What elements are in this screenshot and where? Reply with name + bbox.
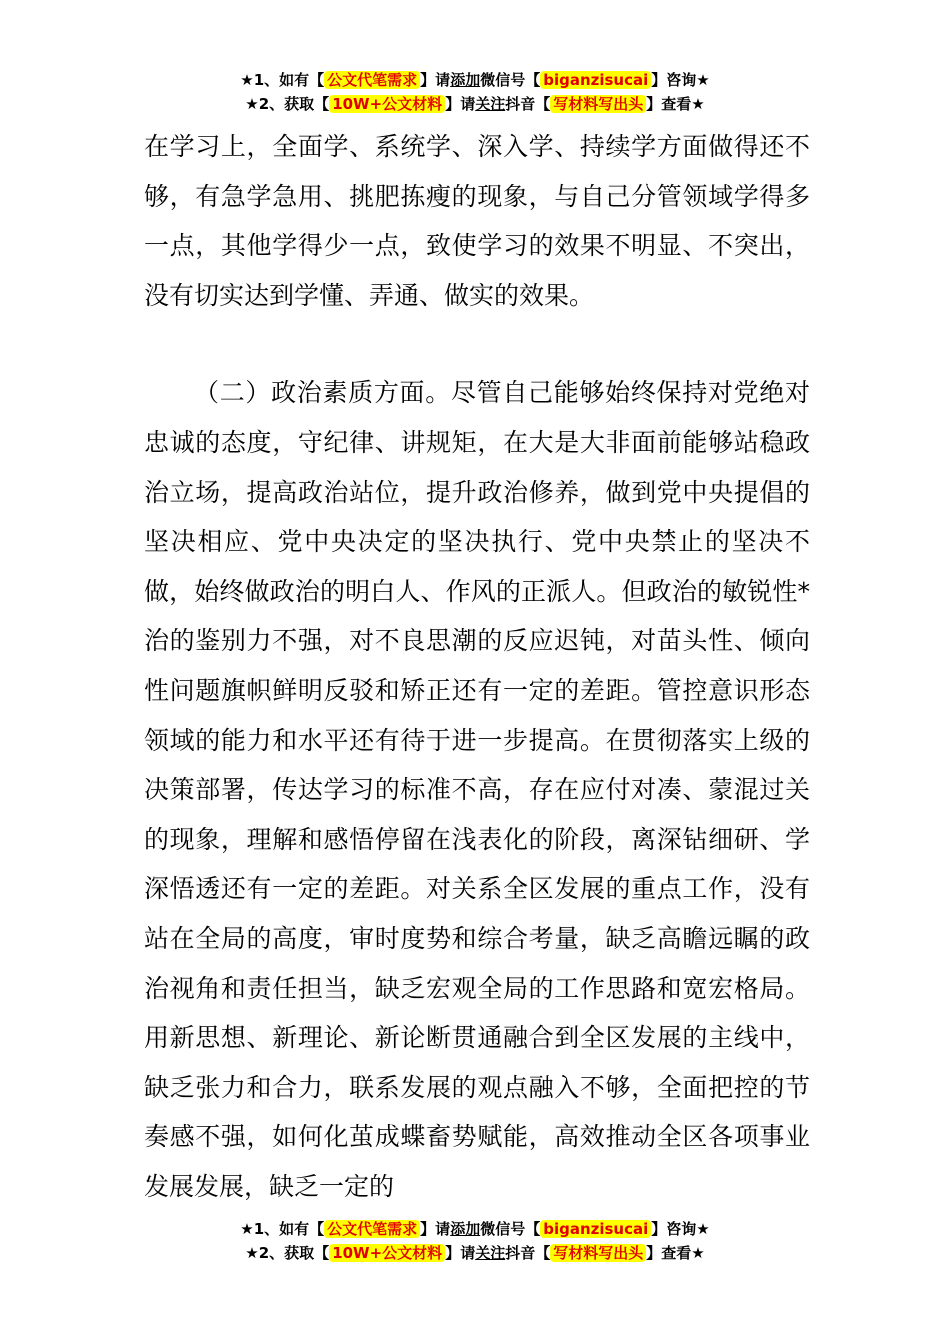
banner-highlight-wechat-id: biganzisucai bbox=[540, 71, 651, 89]
banner-highlight-service: 公文代笔需求 bbox=[324, 71, 420, 89]
banner-line-1 bbox=[0, 68, 950, 92]
banner-highlight-wechat-id: biganzisucai bbox=[540, 1220, 651, 1238]
banner-highlight-douyin-id: 写材料写出头 bbox=[550, 95, 646, 113]
banner-text: 】查看★ bbox=[646, 1244, 705, 1262]
banner-text: 微信号【 bbox=[480, 71, 541, 89]
banner-text: 】请 bbox=[420, 71, 451, 89]
banner-text: 抖音【 bbox=[505, 95, 551, 113]
banner-text: 】请 bbox=[445, 1244, 476, 1262]
banner-highlight-materials: 10W+公文材料 bbox=[329, 95, 445, 113]
banner-underline: 添加 bbox=[450, 1220, 481, 1238]
banner-text: 】咨询★ bbox=[651, 1220, 710, 1238]
banner-text: 抖音【 bbox=[505, 1244, 551, 1262]
banner-line-1 bbox=[0, 1217, 950, 1241]
banner-text: 微信号【 bbox=[480, 1220, 541, 1238]
banner-line-2 bbox=[0, 1241, 950, 1265]
document-body bbox=[144, 122, 810, 1211]
banner-text: 】咨询★ bbox=[651, 71, 710, 89]
banner-highlight-materials: 10W+公文材料 bbox=[329, 1244, 445, 1262]
banner-text: 】请 bbox=[420, 1220, 451, 1238]
banner-underline: 关注 bbox=[475, 95, 506, 113]
banner-highlight-douyin-id: 写材料写出头 bbox=[550, 1244, 646, 1262]
banner-underline: 关注 bbox=[475, 1244, 506, 1262]
banner-text: 】请 bbox=[445, 95, 476, 113]
footer-banner bbox=[0, 1217, 950, 1265]
header-banner bbox=[0, 68, 950, 116]
banner-highlight-service: 公文代笔需求 bbox=[324, 1220, 420, 1238]
banner-underline: 添加 bbox=[450, 71, 481, 89]
banner-line-2 bbox=[0, 92, 950, 116]
banner-text: ★1、如有【 bbox=[240, 71, 325, 89]
banner-text: 】查看★ bbox=[646, 95, 705, 113]
banner-text: ★2、获取【 bbox=[245, 1244, 330, 1262]
paragraph-study: 在学习上，全面学、系统学、深入学、持续学方面做得还不够，有急学急用、挑肥拣瘦的现象，与自己分管领域学得多一点，其他学得少一点，致使学习的效果不明显、不突出，没有切实达到学懂、弄通、做实的效果。 bbox=[144, 132, 810, 310]
paragraph-political-quality: （二）政治素质方面。尽管自己能够始终保持对党绝对忠诚的态度，守纪律、讲规矩，在大是大非面前能够站稳政治立场，提高政治站位，提升政治修养，做到党中央提倡的坚决相应、党中央决定的坚决执行、党中央禁止的坚决不做，始终做政治的明白人、作风的正派人。但政治的敏锐性*治的鉴别力不强，对不良思潮的反应迟钝，对苗头性、倾向性问题旗帜鲜明反驳和矫正还有一定的差距。管控意识形态领域的能力和水平还有待于进一步提高。在贯彻落实上级的决策部署，传达学习的标准不高，存在应付对凑、蒙混过关的现象，理解和感悟停留在浅表化的阶段，离深钻细研、学深悟透还有一定的差距。对关系全区发展的重点工作，没有站在全局的高度，审时度势和综合考量，缺乏高瞻远瞩的政治视角和责任担当，缺乏宏观全局的工作思路和宽宏格局。用新思想、新理论、新论断贯通融合到全区发展的主线中，缺乏张力和合力，联系发展的观点融入不够，全面把控的节奏感不强，如何化茧成蝶畜势赋能，高效推动全区各项事业发展发展，缺乏一定的 bbox=[144, 378, 810, 1201]
banner-text: ★1、如有【 bbox=[240, 1220, 325, 1238]
banner-text: ★2、获取【 bbox=[245, 95, 330, 113]
